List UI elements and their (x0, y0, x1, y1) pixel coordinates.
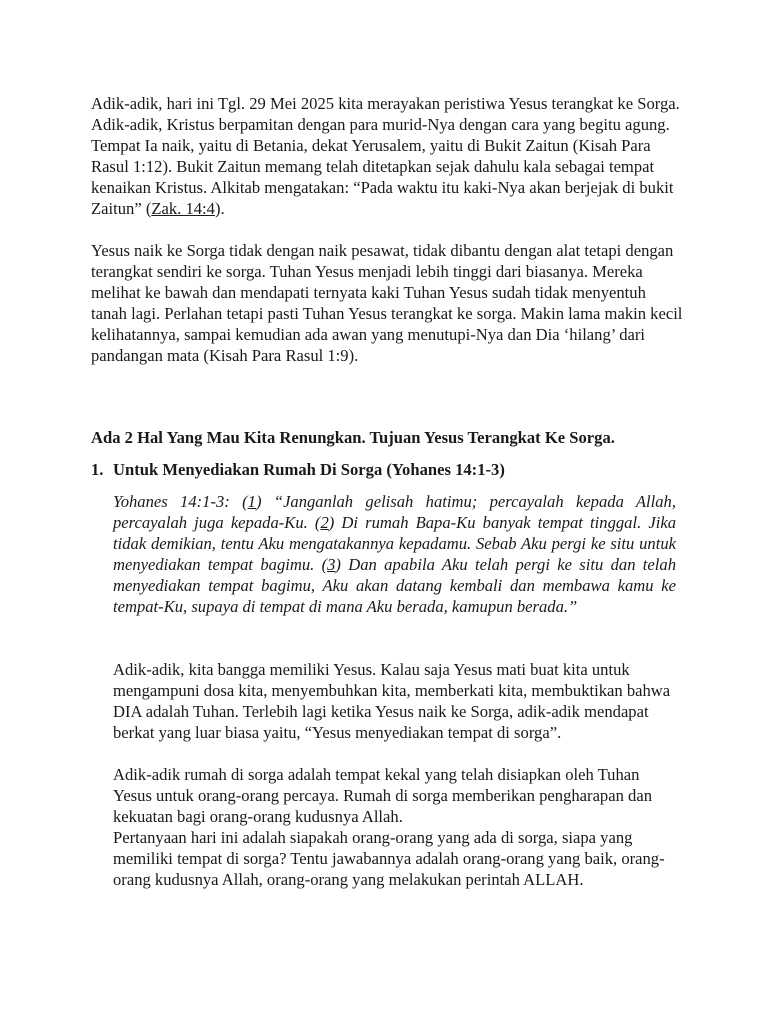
body-paragraph-3: Pertanyaan hari ini adalah siapakah orang-orang yang ada di sorga, siapa yang memiliki tempat di sorga? Tentu jawabannya adalah orang-orang yang baik, orang-orang kudusnya Allah, orang-orang yang melakukan perintah ALLAH. (113, 828, 665, 889)
document-page (91, 93, 683, 889)
scripture-quote (113, 491, 676, 617)
body-paragraph-1: Adik-adik, kita bangga memiliki Yesus. Kalau saja Yesus mati buat kita untuk mengampuni dosa kita, menyembuhkan kita, memberkati kita, membuktikan bahwa DIA adalah Tuhan. Terlebih lagi ketika Yesus naik ke Sorga, adik-adik mendapat berkat yang luar biasa yaitu, “Yesus menyediakan tempat di sorga”. (113, 660, 671, 742)
list-item-label: Untuk Menyediakan Rumah Di Sorga (Yohanes 14:1-3) (113, 460, 505, 479)
quote-lead: Yohanes 14:1-3: ( (113, 492, 248, 511)
intro-paragraph-2-text: Adik-adik, Kristus berpamitan dengan para murid-Nya dengan cara yang begitu agung. Tempat Ia naik, yaitu di Betania, dekat Yerusalem, yaitu di Bukit Zaitun (Kisah Para Rasul 1:12). Bukit Zaitun memang telah ditetapkan sejak dahulu kala sebagai tempat kenaikan Kristus. Alkitab mengatakan: “Pada waktu itu kaki-Nya akan berjejak di bukit Zaitun” ( (91, 115, 674, 218)
quote-text-1: ) “Janganlah gelisah hatimu; percayalah kepada Allah, percayalah juga kepada-Ku. ( (113, 492, 676, 532)
paragraph-spacer (91, 219, 683, 240)
body-paragraph-2: Adik-adik rumah di sorga adalah tempat kekal yang telah disiapkan oleh Tuhan Yesus untuk orang-orang percaya. Rumah di sorga memberikan pengharapan dan kekuatan bagi orang-orang kudusnya Allah. (113, 765, 652, 826)
intro-paragraph-3: Yesus naik ke Sorga tidak dengan naik pesawat, tidak dibantu dengan alat tetapi dengan terangkat sendiri ke sorga. Tuhan Yesus menjadi lebih tinggi dari biasanya. Mereka melihat ke bawah dan mendapati ternyata kaki Tuhan Yesus sudah tidak menyentuh tanah lagi. Perlahan tetapi pasti Tuhan Yesus terangkat ke sorga. Makin lama makin kecil kelihatannya, sampai kemudian ada awan yang menutupi-Nya dan Dia ‘hilang’ dari pandangan mata (Kisah Para Rasul 1:9). (91, 241, 683, 365)
quote-text-3: ) Dan apabila Aku telah pergi ke situ dan telah menyediakan tempat bagimu, Aku akan datang kembali dan membawa kamu ke tempat-Ku, supaya di tempat di mana Aku berada, kamupun berada.” (113, 555, 676, 616)
intro-paragraph-2 (91, 114, 683, 219)
verse-link-2[interactable]: 2 (320, 513, 329, 532)
quote-text-2: ) Di rumah Bapa-Ku banyak tempat tinggal. Jika tidak demikian, tentu Aku mengatakannya kepadamu. Sebab Aku pergi ke situ untuk menyediakan tempat bagimu. ( (113, 513, 676, 574)
intro-paragraph-2-end: ). (214, 199, 225, 218)
scripture-link-zakharia[interactable]: Zak. 14:4 (151, 199, 215, 218)
verse-link-1[interactable]: 1 (247, 492, 256, 511)
section-heading: Ada 2 Hal Yang Mau Kita Renungkan. Tujuan Yesus Terangkat Ke Sorga. (91, 428, 615, 447)
list-item-number: 1. (91, 460, 104, 479)
intro-paragraph-1: Adik-adik, hari ini Tgl. 29 Mei 2025 kita merayakan peristiwa Yesus terangkat ke Sorga. (91, 94, 680, 113)
verse-link-3[interactable]: 3 (327, 555, 336, 574)
